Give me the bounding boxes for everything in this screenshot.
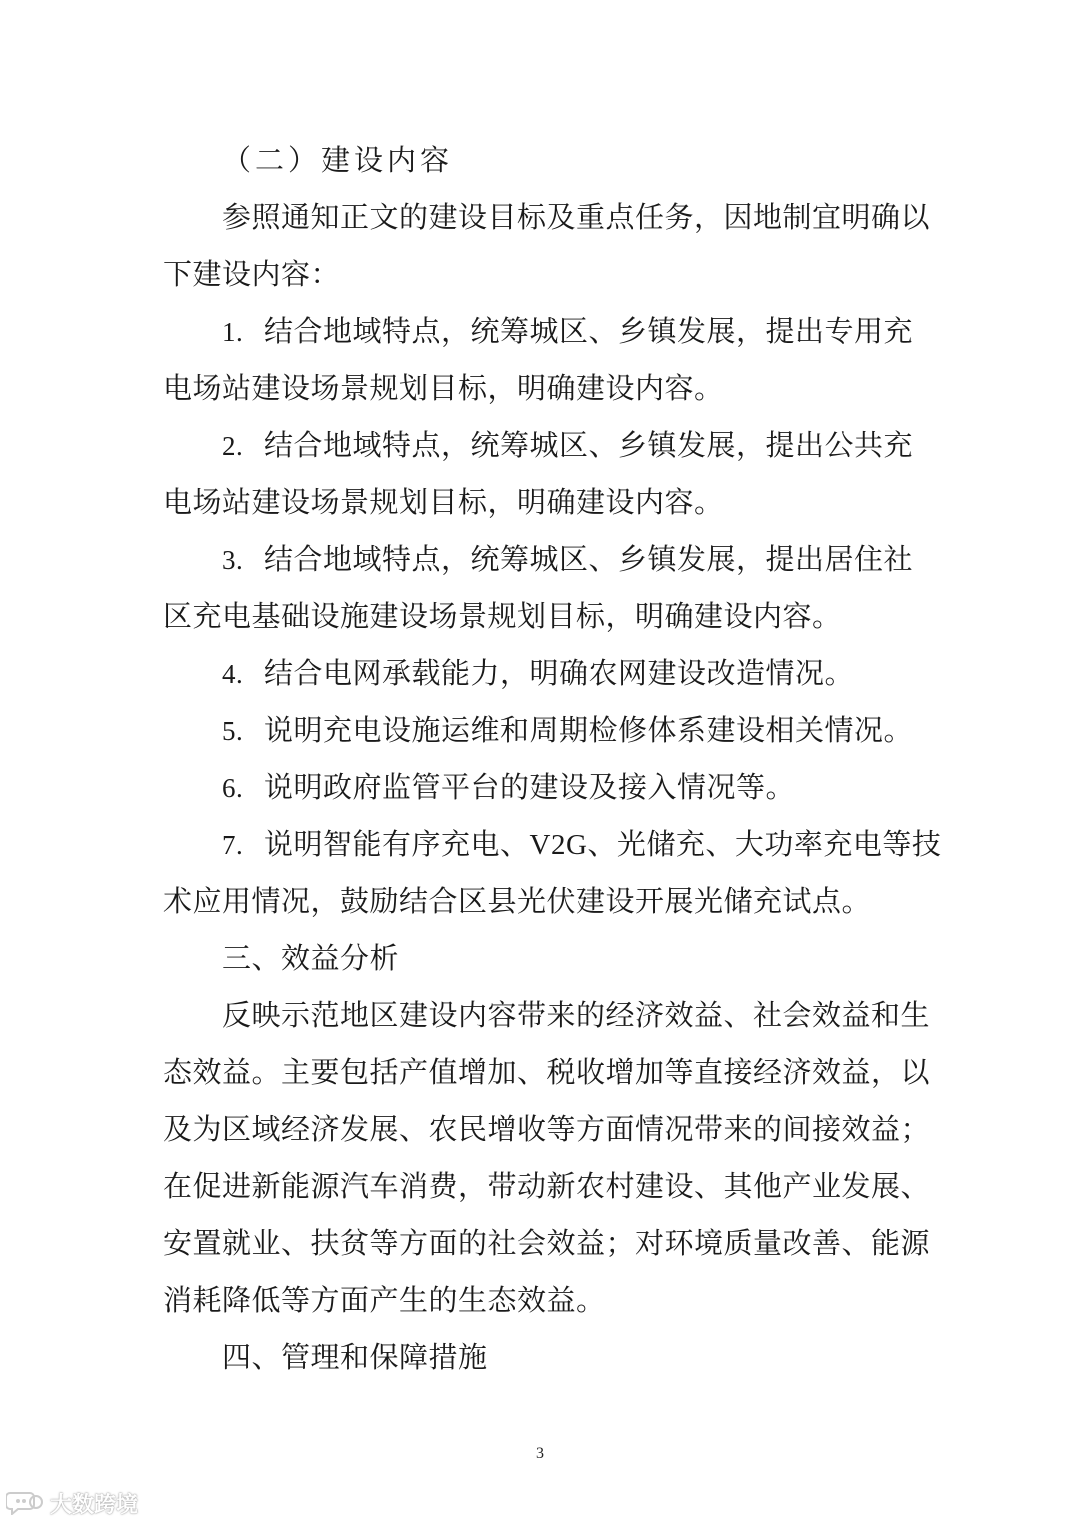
list-item-3 (222, 539, 913, 580)
chat-bubble-logo-icon (6, 1489, 46, 1519)
watermark (6, 1488, 138, 1519)
list-item-text-latin: V2G (529, 829, 588, 861)
list-item-text: 说明政府监管平台的建设及接入情况等。 (264, 770, 796, 804)
intro-line-2: 下建设内容： (163, 257, 341, 291)
list-item-2-continued: 电场站建设场景规划目标，明确建设内容。 (163, 485, 724, 519)
section3-paragraph-line: 反映示范地区建设内容带来的经济效益、社会效益和生 (222, 998, 931, 1032)
list-item-2 (222, 425, 913, 466)
section3-paragraph-line: 安置就业、扶贫等方面的社会效益；对环境质量改善、能源 (163, 1226, 931, 1260)
subsection-heading: （二）建设内容 (222, 143, 454, 177)
list-item-6 (222, 767, 795, 808)
list-item-4 (222, 653, 854, 694)
page-number: 3 (536, 1445, 544, 1462)
list-item-text-part: 、光储充、大功率充电等技 (587, 827, 942, 861)
watermark-text: 大数跨境 (50, 1493, 139, 1518)
list-item-7-continued: 术应用情况，鼓励结合区县光伏建设开展光储充试点。 (163, 884, 872, 918)
list-item-text: 结合地域特点，统筹城区、乡镇发展，提出居住社 (264, 542, 914, 576)
list-item-number: 1. (222, 317, 244, 347)
list-item-1-continued: 电场站建设场景规划目标，明确建设内容。 (163, 371, 724, 405)
list-item-text: 结合地域特点，统筹城区、乡镇发展，提出公共充 (264, 428, 914, 462)
list-item-number: 3. (222, 545, 244, 575)
section-heading-4: 四、管理和保障措施 (222, 1340, 488, 1374)
section3-paragraph-line: 及为区域经济发展、农民增收等方面情况带来的间接效益； (163, 1112, 931, 1146)
section-heading-3: 三、效益分析 (222, 941, 400, 975)
list-item-text: 结合电网承载能力，明确农网建设改造情况。 (264, 656, 855, 690)
intro-line-1: 参照通知正文的建设目标及重点任务，因地制宜明确以 (222, 200, 931, 234)
section3-paragraph-line: 消耗降低等方面产生的生态效益。 (163, 1283, 606, 1317)
list-item-7 (222, 824, 941, 865)
list-item-3-continued: 区充电基础设施建设场景规划目标，明确建设内容。 (163, 599, 842, 633)
list-item-5 (222, 710, 913, 751)
list-item-number: 5. (222, 716, 244, 746)
section3-paragraph-line: 在促进新能源汽车消费，带动新农村建设、其他产业发展、 (163, 1169, 931, 1203)
section3-paragraph-line: 态效益。主要包括产值增加、税收增加等直接经济效益，以 (163, 1055, 931, 1089)
list-item-number: 7. (222, 830, 244, 860)
list-item-number: 6. (222, 773, 244, 803)
list-item-1 (222, 311, 913, 352)
list-item-text-part: 说明智能有序充电、 (264, 827, 530, 861)
list-item-text: 结合地域特点，统筹城区、乡镇发展，提出专用充 (264, 314, 914, 348)
list-item-text: 说明充电设施运维和周期检修体系建设相关情况。 (264, 713, 914, 747)
list-item-number: 2. (222, 431, 244, 461)
list-item-number: 4. (222, 659, 244, 689)
